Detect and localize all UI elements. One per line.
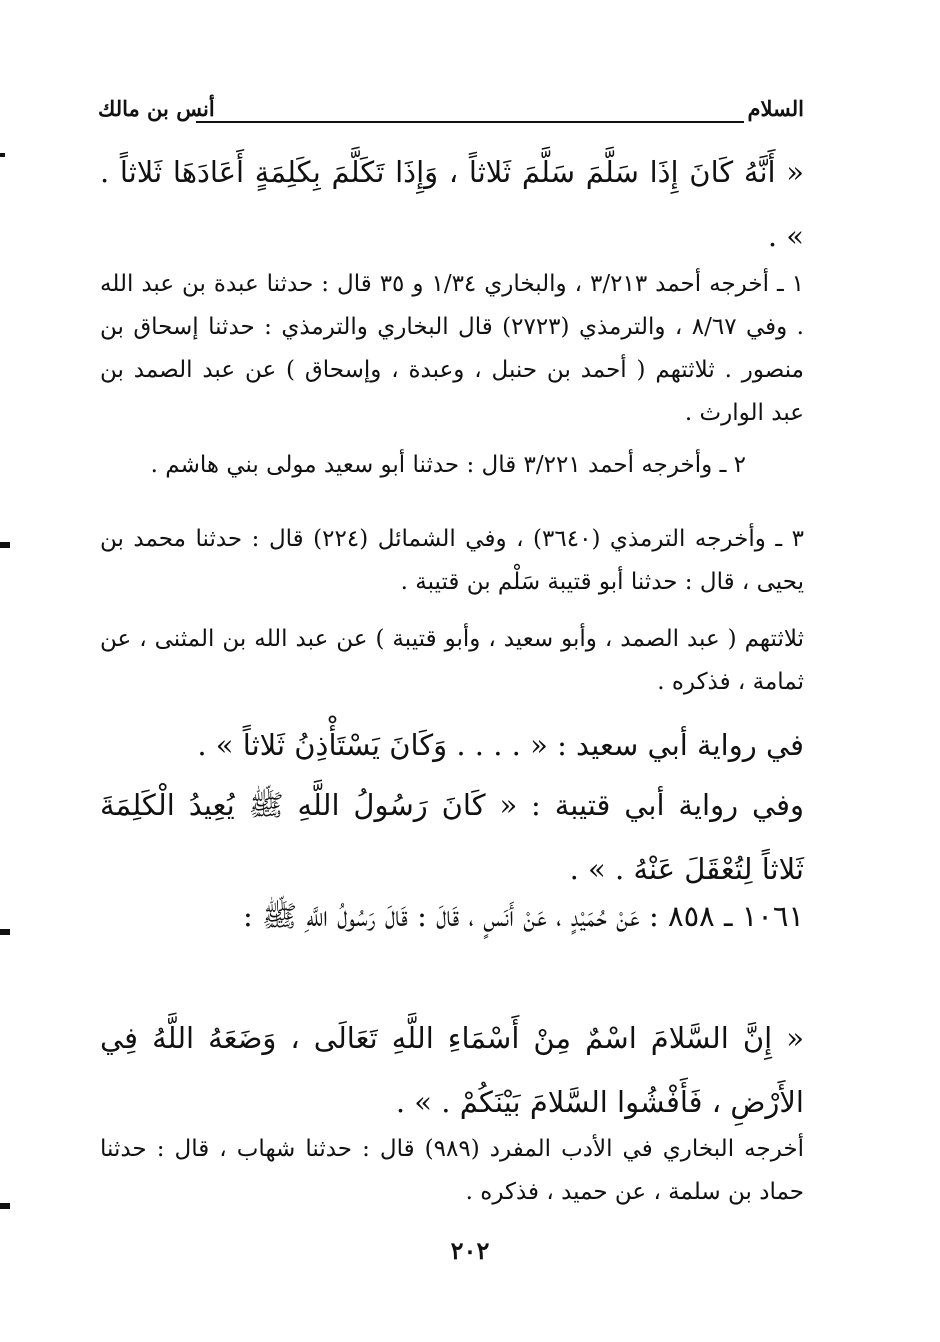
takhrij-summary: ثلاثتهم ( عبد الصمد ، وأبو سعيد ، وأبو قتيبة ) عن عبد الله بن المثنى ، عن ثمامة ، فذكره .: [100, 626, 804, 695]
takhrij-paragraph-1: ١ ـ أخرجه أحمد ٣/٢١٣ ، والبخاري ١/٣٤ و ٣٥ قال : حدثنا عبدة بن عبد الله . وفي ٨/٦٧ ، والترمذي (٢٧٢٣) قال البخاري والترمذي : حدثنا إسحاق بن منصور . ثلاثتهم ( أحمد بن حنبل ، وعبدة ، وإسحاق ) عن عبد الصمد بن عبد الوارث .: [100, 271, 805, 426]
margin-mark: [0, 542, 10, 548]
running-header: [98, 96, 804, 136]
margin-mark: [0, 153, 5, 157]
hadith-heading: ١٠٦١ ـ ٨٥٨ : عَنْ حُمَيْدٍ ، عَنْ أَنَسٍ ، قَالَ : قَالَ رَسُولُ اللَّهِ ﷺ :: [242, 899, 804, 933]
hadith-text: « أَنَّهُ كَانَ إِذَا سَلَّمَ سَلَّمَ ثَلاثاً ، وَإِذَا تَكَلَّمَ بِكَلِمَةٍ أَعَادَهَا ثَلاثاً . » .: [100, 155, 804, 253]
hadith-text: « إِنَّ السَّلامَ اسْمٌ مِنْ أَسْمَاءِ اللَّهِ تَعَالَى ، وَضَعَهُ اللَّهُ فِي الأَرْضِ ، فَأَفْشُوا السَّلامَ بَيْنَكُمْ . » .: [100, 1021, 804, 1119]
header-chapter-title: السلام: [747, 96, 804, 121]
takhrij-paragraph-2: ٢ ـ وأخرجه أحمد ٣/٢٢١ قال : حدثنا أبو سعيد مولى بني هاشم .: [150, 452, 746, 478]
header-rule: [196, 121, 744, 123]
variant-riwaya-abi-said: في رواية أبي سعيد : « . . . . وَكَانَ يَسْتَأْذِنُ ثَلاثاً » .: [197, 728, 804, 762]
takhrij-paragraph: أخرجه البخاري في الأدب المفرد (٩٨٩) قال : حدثنا شهاب ، قال : حدثنا حماد بن سلمة ، عن حميد ، فذكره .: [100, 1136, 804, 1205]
takhrij-paragraph-3: ٣ ـ وأخرجه الترمذي (٣٦٤٠) ، وفي الشمائل (٢٢٤) قال : حدثنا محمد بن يحيى ، قال : حدثنا أبو قتيبة سَلْم بن قتيبة .: [100, 526, 804, 595]
variant-riwaya-abi-qutayba: وفي رواية أبي قتيبة : « كَانَ رَسُولُ اللَّهِ ﷺ يُعِيدُ الْكَلِمَةَ ثَلاثاً لِتُعْقَلَ عَنْهُ . » .: [100, 788, 804, 886]
page-number: ٢٠٢: [450, 1236, 490, 1265]
header-narrator-name: أنس بن مالك: [98, 96, 215, 121]
margin-mark: [0, 929, 10, 935]
margin-mark: [0, 1203, 10, 1209]
